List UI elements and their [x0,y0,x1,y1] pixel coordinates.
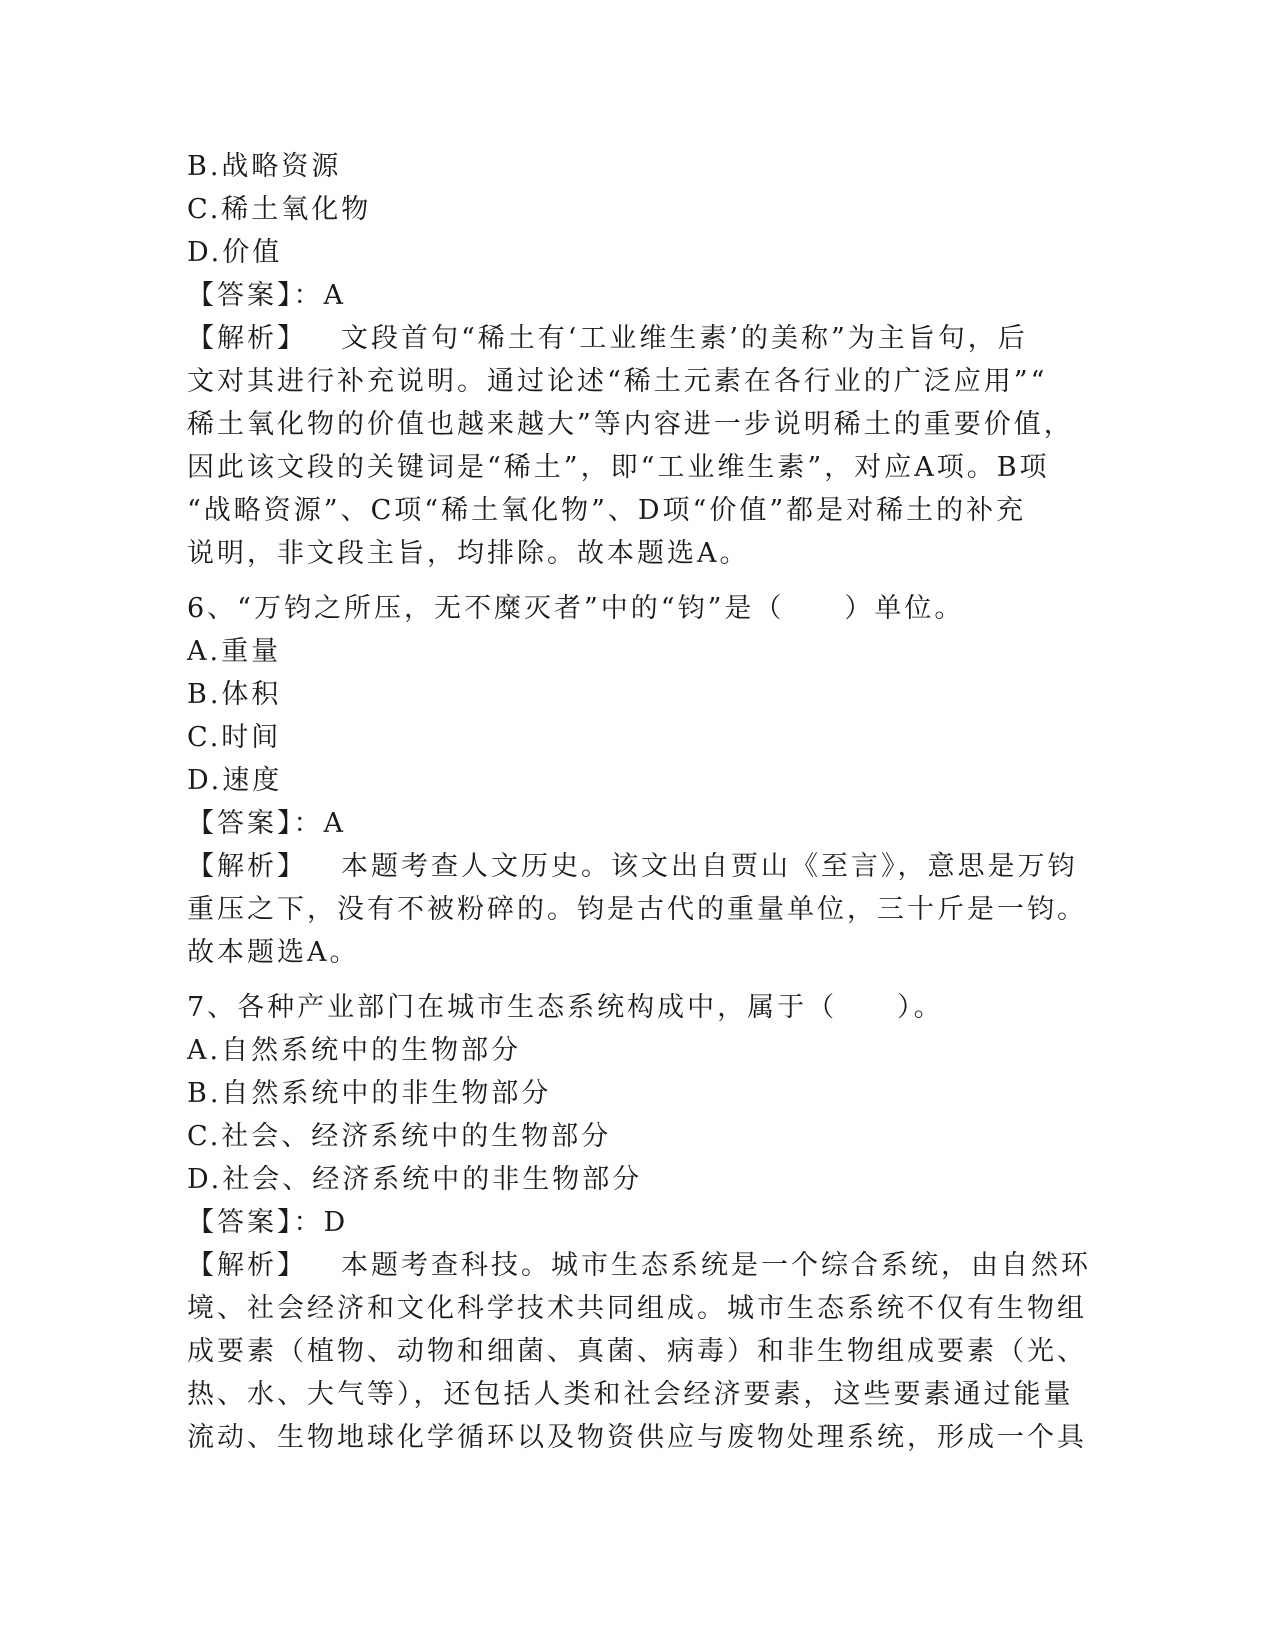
answer-label: 【答案】： [187,808,324,839]
analysis-text: 文段首句“稀土有‘工业维生素’的美称”为主旨句，后 [341,323,1028,354]
analysis-line: 热、水、大气等），还包括人类和社会经济要素，这些要素通过能量 [187,1379,1074,1410]
question-5-tail [187,145,1087,575]
answer-value: A [323,280,346,311]
analysis-label: 【解析】 [187,323,307,354]
question-6 [187,587,1087,974]
answer-label: 【答案】： [187,280,324,311]
analysis-line: “战略资源”、C项“稀土氧化物”、D项“价值”都是对稀土的补充 [187,495,1027,526]
option-c: C.时间 [187,722,282,753]
answer-label: 【答案】： [187,1207,324,1238]
analysis-text: 本题考查科技。城市生态系统是一个综合系统，由自然环 [341,1250,1091,1281]
analysis-line [187,845,1087,888]
analysis-line [187,1244,1091,1287]
analysis-line: 稀土氧化物的价值也越来越大”等内容进一步说明稀土的重要价值， [187,409,1074,440]
analysis-line [187,317,1087,360]
analysis-label: 【解析】 [187,1250,307,1281]
option-d: D.社会、经济系统中的非生物部分 [187,1164,643,1195]
analysis-line: 成要素（植物、动物和细菌、真菌、病毒）和非生物组成要素（光、 [187,1336,1087,1367]
option-d: D.价值 [187,237,283,268]
answer-line [187,274,1087,317]
option-a: A.重量 [187,636,282,667]
option-c: C.稀土氧化物 [187,194,372,225]
answer-value: D [323,1207,349,1238]
analysis-line: 说明，非文段主旨，均排除。故本题选A。 [187,538,750,569]
option-b: B.自然系统中的非生物部分 [187,1078,552,1109]
option-b: B.体积 [187,679,282,710]
answer-line [187,1201,1087,1244]
option-b: B.战略资源 [187,151,342,182]
analysis-line: 流动、生物地球化学循环以及物资供应与废物处理系统，形成一个具 [187,1422,1087,1453]
option-c: C.社会、经济系统中的生物部分 [187,1121,612,1152]
question-stem: 6、“万钧之所压，无不糜灭者”中的“钧”是（ ）单位。 [187,593,965,624]
analysis-line: 因此该文段的关键词是“稀土”，即“工业维生素”，对应A项。B项 [187,452,1050,483]
analysis-line: 故本题选A。 [187,937,360,968]
analysis-text: 本题考查人文历史。该文出自贾山《至言》，意思是万钧 [341,851,1078,882]
answer-value: A [323,808,346,839]
analysis-line: 境、社会经济和文化科学技术共同组成。城市生态系统不仅有生物组 [187,1293,1087,1324]
question-stem: 7、各种产业部门在城市生态系统构成中，属于（ ）。 [187,992,944,1023]
analysis-line: 重压之下，没有不被粉碎的。钧是古代的重量单位，三十斤是一钧。 [187,894,1087,925]
analysis-label: 【解析】 [187,851,307,882]
answer-line [187,802,1087,845]
question-7 [187,986,1091,1459]
document-page [187,145,1091,1459]
option-d: D.速度 [187,765,283,796]
option-a: A.自然系统中的生物部分 [187,1035,522,1066]
analysis-line: 文对其进行补充说明。通过论述“稀土元素在各行业的广泛应用”“ [187,366,1048,397]
